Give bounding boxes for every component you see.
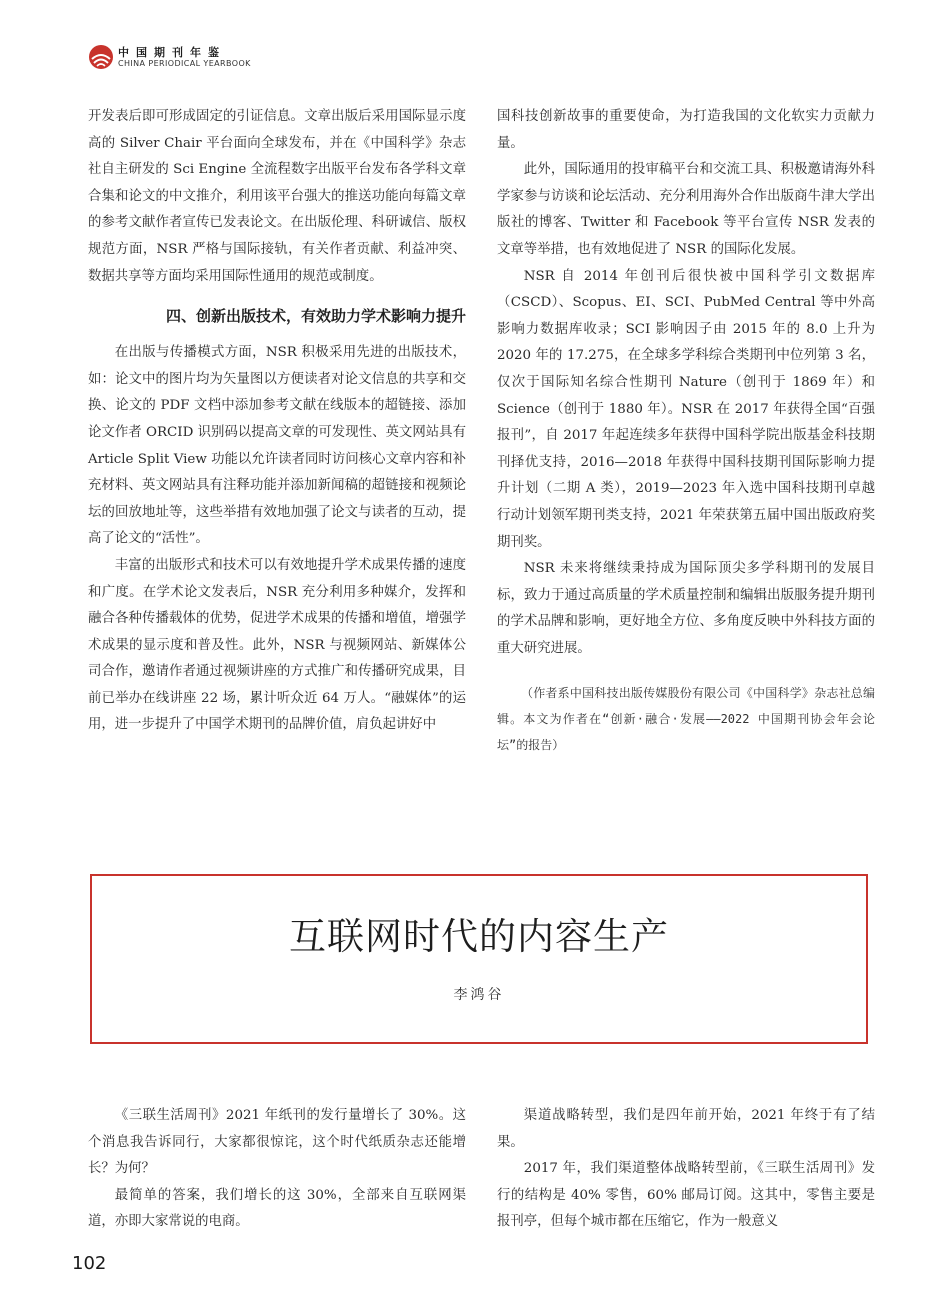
body-paragraph: 在出版与传播模式方面，NSR 积极采用先进的出版技术，如：论文中的图片均为矢量图以方便读者对论文信息的共享和交换、论文的 PDF 文档中添加参考文献在线版本的超链接、添加论文作者 ORCID 识别码以提高文章的可发现性、英文网站具有 Article Split View 功能以允许读者同时访问核心文章内容和补充材料、英文网站具有注释功能并添加新闻稿的超链接和视频论坛的回放地址等，这些举措有效地加强了论文与读者的互动，提高了论文的“活性”。	[88, 345, 466, 547]
body-paragraph: 丰富的出版形式和技术可以有效地提升学术成果传播的速度和广度。在学术论文发表后，NSR 充分利用多种媒介，发挥和融合各种传播载体的优势，促进学术成果的传播和增值，增强学术成果的显示度和普及性。此外，NSR 与视频网站、新媒体公司合作，邀请作者通过视频讲座的方式推广和传播研究成果，目前已举办在线讲座 22 场，累计听众近 64 万人。“融媒体”的运用，进一步提升了中国学术期刊的品牌价值，肩负起讲好中	[88, 557, 466, 733]
logo-chinese-text: 中国期刊年鉴	[118, 46, 226, 59]
article2-right-column	[497, 1103, 875, 1236]
body-paragraph: 开发表后即可形成固定的引证信息。文章出版后采用国际显示度高的 Silver Chair 平台面向全球发布，并在《中国科学》杂志社自主研发的 Sci Engine 全流程数字出版平台发布各学科文章合集和论文的中文推介，利用该平台强大的推送功能向每篇文章的参考文献作者宣传已发表论文。在出版伦理、科研诚信、版权规范方面，NSR 严格与国际接轨，有关作者贡献、利益冲突、数据共享等方面均采用国际性通用的规范或制度。	[88, 109, 466, 284]
body-paragraph: 此外，国际通用的投审稿平台和交流工具、积极邀请海外科学家参与访谈和论坛活动、充分利用海外合作出版商牛津大学出版社的博客、Twitter 和 Facebook 等平台宣传 NSR 发表的文章等举措，也有效地促进了 NSR 的国际化发展。	[497, 162, 875, 257]
article1-right-column	[497, 104, 875, 758]
body-paragraph: 《三联生活周刊》2021 年纸刊的发行量增长了 30%。这个消息我告诉同行，大家都很惊诧，这个时代纸质杂志还能增长？为何？	[88, 1108, 466, 1177]
page-number: 102	[72, 1253, 107, 1274]
article2-title-box	[90, 874, 868, 1044]
yearbook-logo-icon	[88, 44, 114, 70]
body-paragraph: 渠道战略转型，我们是四年前开始，2021 年终于有了结果。	[497, 1108, 875, 1150]
body-paragraph: 国科技创新故事的重要使命，为打造我国的文化软实力贡献力量。	[497, 109, 875, 151]
article2-left-column	[88, 1103, 466, 1236]
article-author: 李鸿谷	[453, 987, 505, 1003]
body-paragraph: NSR 自 2014 年创刊后很快被中国科学引文数据库（CSCD）、Scopus、EI、SCI、PubMed Central 等中外高影响力数据库收录；SCI 影响因子由 2015 年的 8.0 上升为 2020 年的 17.275，在全球多学科综合类期刊中位列第 3 名，仅次于国际知名综合性期刊 Nature（创刊于 1869 年）和 Science（创刊于 1880 年）。NSR 在 2017 年获得全国“百强报刊”，自 2017 年起连续多年获得中国科学院出版基金科技期刊择优支持，2016—2018 年获得中国科技期刊国际影响力提升计划（二期 A 类），2019—2023 年入选中国科技期刊卓越行动计划领军期刊类支持，2021 年荣获第五届中国出版政府奖期刊奖。	[497, 268, 875, 550]
body-paragraph: 2017 年，我们渠道整体战略转型前，《三联生活周刊》发行的结构是 40% 零售，60% 邮局订阅。这其中，零售主要是报刊亭，但每个城市都在压缩它，作为一般意义	[497, 1161, 875, 1230]
body-paragraph: 最简单的答案，我们增长的这 30%，全部来自互联网渠道，亦即大家常说的电商。	[88, 1187, 466, 1230]
author-note: （作者系中国科技出版传媒股份有限公司《中国科学》杂志社总编辑。本文为作者在“创新·融合·发展——2022 中国期刊协会年会论坛”的报告）	[497, 686, 875, 753]
logo-english-text: CHINA PERIODICAL YEARBOOK	[118, 59, 251, 68]
article-title: 互联网时代的内容生产	[289, 915, 669, 958]
body-paragraph: NSR 未来将继续秉持成为国际顶尖多学科期刊的发展目标，致力于通过高质量的学术质量控制和编辑出版服务提升期刊的学术品牌和影响，更好地全方位、多角度反映中外科技方面的重大研究进展。	[497, 561, 875, 656]
article1-left-column	[88, 104, 466, 739]
section-heading: 四、创新出版技术，有效助力学术影响力提升	[165, 307, 466, 326]
